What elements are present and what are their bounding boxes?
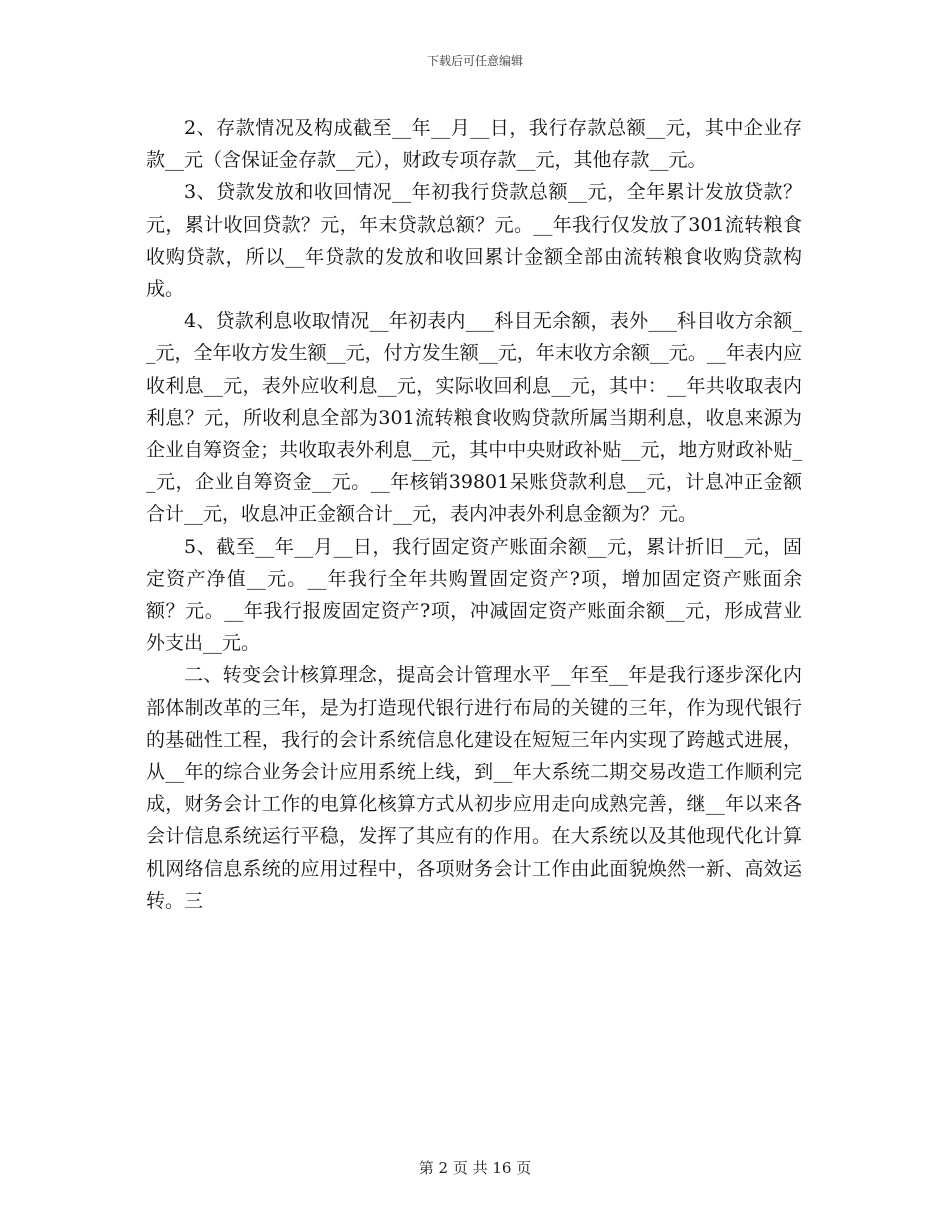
paragraph-loan-interest: 4、贷款利息收取情况__年初表内___科目无余额，表外___科目收方余额__元，全年收方发生额__元，付方发生额__元，年末收方余额__元。__年表内应收利息__元，表外应收利息__元，实际收回利息__元，其中：__年共收取表内利息？元，所收利息全部为301流转粮食收购贷款所属当期利息，收息来源为企业自筹资金；共收取表外利息__元，其中中央财政补贴__元，地方财政补贴__元，企业自筹资金__元。__年核销39801呆账贷款利息__元，计息冲正金额合计__元，收息冲正金额合计__元，表内冲表外利息金额为？元。	[146, 310, 802, 526]
document-body	[146, 112, 802, 917]
paragraph-fixed-assets: 5、截至__年__月__日，我行固定资产账面余额__元，累计折旧__元，固定资产净值__元。__年我行全年共购置固定资产?项，增加固定资产账面余额？元。__年我行报废固定资产?项，冲减固定资产账面余额__元，形成营业外支出__元。	[146, 535, 802, 655]
page-number: 第 2 页 共 16 页	[418, 1159, 532, 1177]
paragraph-accounting-reform: 二、转变会计核算理念，提高会计管理水平__年至__年是我行逐步深化内部体制改革的三年，是为打造现代银行进行布局的关键的三年，作为现代银行的基础性工程，我行的会计系统信息化建设在短短三年内实现了跨越式进展，从__年的综合业务会计应用系统上线，到__年大系统二期交易改造工作顺利完成，财务会计工作的电算化核算方式从初步应用走向成熟完善，继__年以来各会计信息系统运行平稳，发挥了其应有的作用。在大系统以及其他现代化计算机网络信息系统的应用过程中，各项财务会计工作由此面貌焕然一新、高效运转。三	[146, 664, 802, 912]
paragraph-deposits: 2、存款情况及构成截至__年__月__日，我行存款总额__元，其中企业存款__元（含保证金存款__元），财政专项存款__元，其他存款__元。	[146, 117, 802, 172]
page-header: 下载后可任意编辑	[426, 54, 523, 68]
paragraph-loans: 3、贷款发放和收回情况__年初我行贷款总额__元，全年累计发放贷款？元，累计收回贷款？元，年末贷款总额？元。__年我行仅发放了301流转粮食收购贷款，所以__年贷款的发放和收回累计金额全部由流转粮食收购贷款构成。	[146, 181, 802, 301]
